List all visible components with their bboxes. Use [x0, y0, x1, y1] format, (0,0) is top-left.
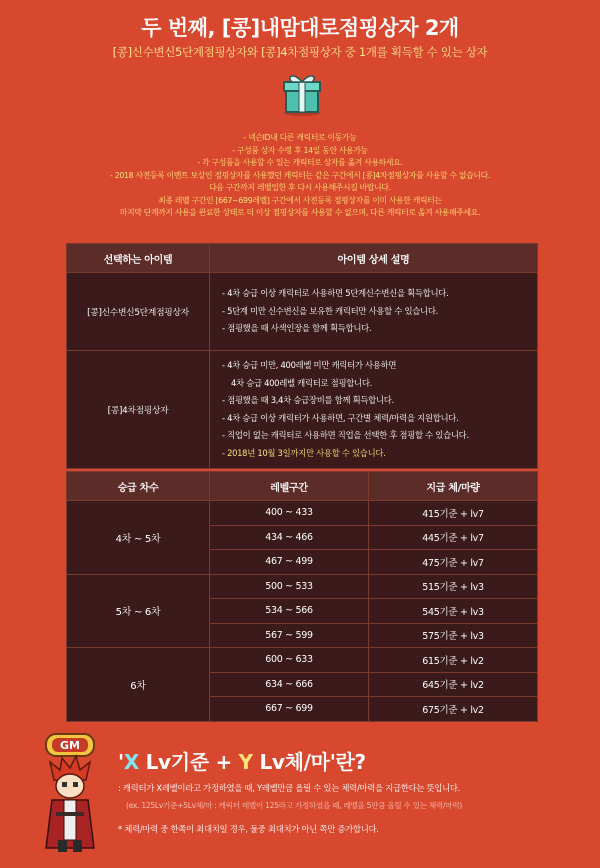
reward-cell: 475기준 + lv7: [369, 550, 538, 575]
gm-badge-text: GM: [60, 739, 80, 752]
note-line: - 구성품 상자 수령 후 14일 동안 사용가능: [232, 145, 368, 155]
item-desc-line: - 5단계 미만 신수변신을 보유한 캐릭터만 사용할 수 있습니다.: [222, 305, 438, 316]
item-desc-line: 4차 승급 400레벨 캐릭터로 점핑합니다.: [231, 377, 372, 388]
range-cell: 667 ~ 699: [210, 697, 369, 722]
reward-cell: 415기준 + lv7: [369, 501, 538, 526]
reward-cell: 645기준 + lv2: [369, 672, 538, 697]
formula-mid: Lv기준 +: [138, 750, 239, 774]
level-header-reward: 지급 체/마량: [369, 472, 538, 501]
items-table: [66, 243, 538, 469]
reward-cell: 615기준 + lv2: [369, 648, 538, 673]
item-desc-line: - 직업이 없는 캐릭터로 사용하면 직업을 선택한 후 점핑할 수 있습니다.: [222, 430, 469, 440]
note-line: 마지막 단계까지 사용을 완료한 상태로 더 이상 점핑상자를 사용할 수 없으며, 다른 캐릭터로 옮겨 사용해주세요.: [119, 208, 481, 217]
notes-block: [20, 132, 580, 220]
formula-quote: ': [118, 750, 124, 774]
note-line: 최종 레벨 구간인 [667~699레벨] 구간에서 사전등록 점핑상자를 이미 사용한 캐릭터는: [158, 195, 442, 205]
note-line: - 넥슨ID내 다른 캐릭터로 이동가능: [243, 133, 357, 142]
range-cell: 434 ~ 466: [210, 525, 369, 550]
item-name: [콩]4차점핑상자: [67, 351, 210, 469]
range-cell: 567 ~ 599: [210, 623, 369, 648]
note-line: 다음 구간까지 레벨업한 후 다시 사용해주시길 바랍니다.: [209, 183, 391, 192]
level-table: [66, 471, 538, 722]
range-cell: 400 ~ 433: [210, 501, 369, 526]
level-header-range: 레벨구간: [210, 472, 369, 501]
explanation-line: : 캐릭터가 X레벨이라고 가정하였을 때, Y레벨만큼 올릴 수 있는 체력/마력을 지급한다는 뜻입니다.: [118, 783, 461, 793]
reward-cell: 545기준 + lv3: [369, 599, 538, 624]
note-line: - 2018 사전등록 이벤트 보상인 점핑상자를 사용했던 캐릭터는 같은 구간에서 [콩]4차점핑상자를 사용할 수 없습니다.: [110, 170, 490, 180]
reward-cell: 445기준 + lv7: [369, 525, 538, 550]
items-header-desc: 아이템 상세 설명: [210, 244, 538, 273]
range-cell: 634 ~ 666: [210, 672, 369, 697]
formula-heading: [118, 746, 366, 775]
explanation-note: * 체력/마력 중 한쪽이 최대치일 경우, 둘중 최대치가 아닌 쪽만 증가합니다.: [118, 824, 379, 834]
page-subtitle: [콩]신수변신5단계점핑상자와 [콩]4차점핑상자 중 1개를 획득할 수 있는 상자: [112, 45, 488, 59]
tier-cell: 6차: [67, 648, 210, 722]
formula-y: Y: [238, 750, 253, 774]
gm-character-icon: [40, 728, 102, 856]
reward-cell: 675기준 + lv2: [369, 697, 538, 722]
items-header-item: 선택하는 아이템: [67, 244, 210, 273]
item-desc: [210, 273, 538, 351]
formula-x: X: [123, 750, 139, 774]
range-cell: 467 ~ 499: [210, 550, 369, 575]
reward-cell: 575기준 + lv3: [369, 623, 538, 648]
formula-end: Lv체/마'란?: [252, 750, 366, 774]
range-cell: 600 ~ 633: [210, 648, 369, 673]
tier-cell: 5차 ~ 6차: [67, 574, 210, 648]
item-desc-line: - 4차 승급 이상 캐릭터가 사용하면, 구간별 체력/마력을 지원합니다.: [222, 412, 459, 423]
item-desc-line: - 점핑했을 때 사색인장을 함께 획득합니다.: [222, 323, 372, 334]
reward-cell: 515기준 + lv3: [369, 574, 538, 599]
range-cell: 500 ~ 533: [210, 574, 369, 599]
explanation-example: (ex. 125Lv기준+5Lv체/마 : 캐릭터 레벨이 125라고 가정하였을 때, 레벨을 5만큼 올릴 수 있는 체력/마력): [126, 801, 462, 810]
item-desc-line: - 4차 승급 이상 캐릭터로 사용하면 5단계신수변신을 획득합니다.: [222, 288, 449, 299]
gift-box-icon: [280, 68, 324, 116]
item-desc-line: - 점핑했을 때 3,4차 승급장비를 함께 획득합니다.: [222, 395, 394, 405]
item-desc-line: - 4차 승급 미만, 400레벨 미만 캐릭터가 사용하면: [222, 360, 397, 370]
item-name: [콩]신수변신5단계점핑상자: [67, 273, 210, 351]
item-desc-line: - 2018년 10월 3일까지만 사용할 수 있습니다.: [222, 447, 386, 458]
level-header-tier: 승급 차수: [67, 472, 210, 501]
note-line: - 각 구성품을 사용할 수 있는 캐릭터로 상자를 옮겨 사용하세요.: [197, 158, 403, 167]
item-desc: [210, 351, 538, 469]
range-cell: 534 ~ 566: [210, 599, 369, 624]
tier-cell: 4차 ~ 5차: [67, 501, 210, 575]
page-title: 두 번째, [콩]내맘대로점핑상자 2개: [141, 16, 459, 40]
